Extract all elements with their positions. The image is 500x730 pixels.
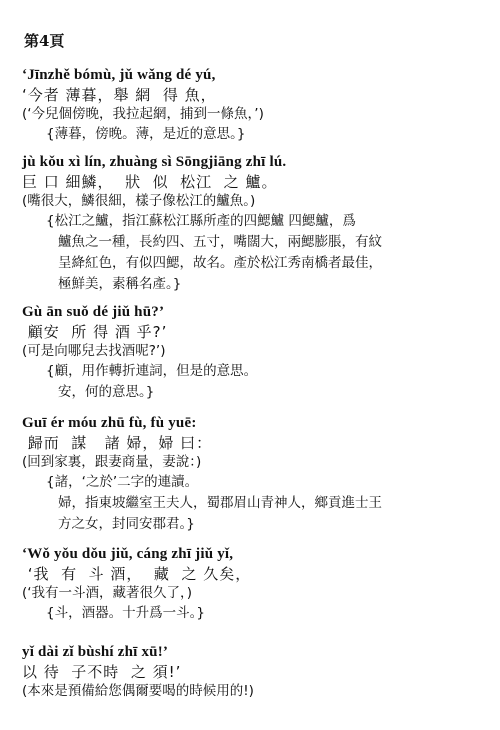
translation-line: (嘴很大，鱗很細，樣子像松江的鱸魚。) xyxy=(22,193,256,209)
translation-line: (‘我有一斗酒，藏著很久了，) xyxy=(22,585,193,601)
verse-block-5 xyxy=(22,545,488,624)
hanzi-line: 歸而 謀 諸 婦，婦 曰： xyxy=(22,434,213,452)
translation-line: (本來是預備給您偶爾要喝的時候用的!) xyxy=(22,683,254,699)
pinyin-line: ‘Wǒ yǒu dǒu jiǔ, cáng zhī jiǔ yǐ, xyxy=(22,546,234,562)
verse-block-6 xyxy=(22,643,488,701)
verse-block-1 xyxy=(22,66,488,145)
annotation-note xyxy=(46,124,488,145)
annotation-note xyxy=(46,211,488,295)
annotation-note xyxy=(46,603,488,624)
note-line: {諸，‘之於’二字的連讀。 xyxy=(46,474,199,490)
verse-block-4 xyxy=(22,414,488,535)
pinyin-line: ‘Jīnzhě bómù, jǔ wǎng dé yú, xyxy=(22,67,216,83)
note-line: {顧，用作轉折連詞，但是的意思。 xyxy=(46,363,258,379)
hanzi-line: 巨 口 細鱗， 狀 似 松江 之 鱸。 xyxy=(22,173,278,191)
note-line: 安，何的意思。} xyxy=(58,384,155,400)
note-line: 方之女，封同安郡君。} xyxy=(58,516,195,532)
note-line: 婦，指東坡繼室王夫人，蜀郡眉山青神人，鄉貢進士王 xyxy=(58,495,382,511)
page-number: 第4頁 xyxy=(24,32,65,50)
annotation-note xyxy=(46,361,488,403)
verse-block-2 xyxy=(22,153,488,295)
note-line: {斗，酒器。十升爲一斗。} xyxy=(46,605,205,621)
pinyin-line: yǐ dài zǐ bùshí zhī xū!’ xyxy=(22,644,169,660)
translation-line: (回到家裏，跟妻商量，妻說：) xyxy=(22,454,202,470)
pinyin-line: Gù ān suǒ dé jiǔ hū?’ xyxy=(22,304,165,320)
hanzi-line: ‘我 有 斗 酒， 藏 之 久矣， xyxy=(22,565,252,583)
hanzi-line: ‘今者 薄暮，舉 網 得 魚， xyxy=(22,86,217,104)
pinyin-line: jù kǒu xì lín, zhuàng sì Sōngjiāng zhī lú. xyxy=(22,154,287,170)
note-line: {薄暮，傍晚。薄，是近的意思。} xyxy=(46,126,246,142)
hanzi-line: 以 待 子不時 之 須!’ xyxy=(22,663,182,681)
annotation-note xyxy=(46,472,488,535)
note-line: 鱸魚之一種，長約四、五寸，嘴闊大，兩鰓膨脹，有紋 xyxy=(58,234,382,250)
note-line: {松江之鱸，指江蘇松江縣所產的四鰓鱸 四鰓鱸，爲 xyxy=(46,213,356,229)
verse-block-3 xyxy=(22,303,488,403)
pinyin-line: Guī ér móu zhū fù, fù yuē: xyxy=(22,415,197,431)
translation-line: (可是向哪兒去找酒呢?’) xyxy=(22,343,166,359)
note-line: 極鮮美，素稱名產。} xyxy=(58,276,182,292)
translation-line: (‘今兒個傍晚，我拉起網，捕到一條魚，’) xyxy=(22,106,264,122)
hanzi-line: 顧安 所 得 酒 乎?’ xyxy=(22,323,168,341)
note-line: 呈絳紅色，有似四鰓，故名。產於松江秀南橋者最佳， xyxy=(58,255,382,271)
